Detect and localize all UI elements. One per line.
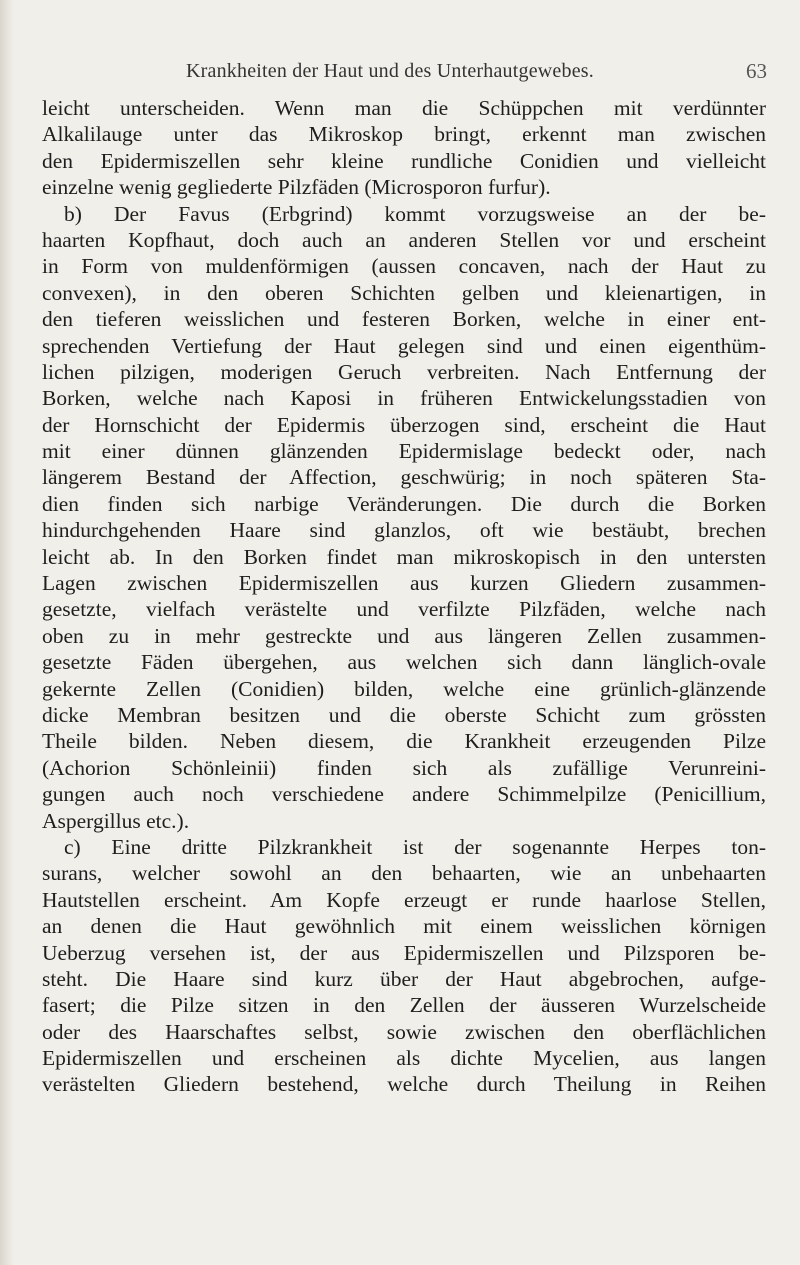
text-line: gesetzte, vielfach verästelte und verfilzte Pilzfäden, welche nach bbox=[42, 597, 766, 622]
text-line: Aspergillus etc.). bbox=[42, 808, 190, 833]
text-line: oder des Haarschaftes selbst, sowie zwischen den oberflächlichen bbox=[42, 1019, 766, 1044]
text-line: surans, welcher sowohl an den behaarten, wie an unbehaarten bbox=[42, 861, 766, 886]
text-line: gekernte Zellen (Conidien) bilden, welche eine grünlich-glänzende bbox=[42, 676, 766, 701]
body-text bbox=[42, 95, 766, 1098]
running-header: Krankheiten der Haut und des Unterhautgewebes. bbox=[186, 60, 594, 82]
text-line: b) Der Favus (Erbgrind) kommt vorzugsweise an der be- bbox=[64, 201, 766, 226]
text-line: (Achorion Schönleinii) finden sich als zufällige Verunreini- bbox=[42, 755, 766, 780]
text-line: oben zu in mehr gestreckte und aus längeren Zellen zusammen- bbox=[42, 623, 766, 648]
text-line: dicke Membran besitzen und die oberste Schicht zum grössten bbox=[42, 702, 766, 727]
text-line: steht. Die Haare sind kurz über der Haut abgebrochen, aufge- bbox=[42, 966, 766, 991]
text-line: an denen die Haut gewöhnlich mit einem weisslichen körnigen bbox=[42, 914, 766, 939]
text-line: leicht ab. In den Borken findet man mikroskopisch in den untersten bbox=[42, 544, 766, 569]
page-number: 63 bbox=[746, 59, 767, 83]
page-spine-shadow bbox=[0, 0, 14, 1265]
text-line: Ueberzug versehen ist, der aus Epidermiszellen und Pilzsporen be- bbox=[42, 940, 766, 965]
text-line: einzelne wenig gegliederte Pilzfäden (Microsporon furfur). bbox=[42, 175, 551, 200]
text-line: den tieferen weisslichen und festeren Borken, welche in einer ent- bbox=[42, 307, 766, 332]
text-line: haarten Kopfhaut, doch auch an anderen Stellen vor und erscheint bbox=[42, 227, 766, 252]
text-line: sprechenden Vertiefung der Haut gelegen sind und einen eigenthüm- bbox=[42, 333, 766, 358]
text-line: verästelten Gliedern bestehend, welche durch Theilung in Reihen bbox=[42, 1072, 766, 1097]
text-line: in Form von muldenförmigen (aussen concaven, nach der Haut zu bbox=[42, 254, 766, 279]
text-line: gesetzte Fäden übergehen, aus welchen sich dann länglich-ovale bbox=[42, 650, 766, 675]
text-line: Lagen zwischen Epidermiszellen aus kurzen Gliedern zusammen- bbox=[42, 571, 766, 596]
text-line: Alkalilauge unter das Mikroskop bringt, erkennt man zwischen bbox=[42, 122, 766, 147]
text-line: c) Eine dritte Pilzkrankheit ist der sogenannte Herpes ton- bbox=[64, 834, 766, 859]
text-line: fasert; die Pilze sitzen in den Zellen der äusseren Wurzelscheide bbox=[42, 993, 766, 1018]
text-line: hindurchgehenden Haare sind glanzlos, oft wie bestäubt, brechen bbox=[42, 518, 766, 543]
text-line: lichen pilzigen, moderigen Geruch verbreiten. Nach Entfernung der bbox=[42, 359, 766, 384]
text-line: Borken, welche nach Kaposi in früheren Entwickelungsstadien von bbox=[42, 386, 766, 411]
text-line: längerem Bestand der Affection, geschwürig; in noch späteren Sta- bbox=[42, 465, 766, 490]
text-line: Theile bilden. Neben diesem, die Krankheit erzeugenden Pilze bbox=[42, 729, 766, 754]
text-line: der Hornschicht der Epidermis überzogen sind, erscheint die Haut bbox=[42, 412, 766, 437]
text-line: gungen auch noch verschiedene andere Schimmelpilze (Penicillium, bbox=[42, 782, 766, 807]
text-line: Hautstellen erscheint. Am Kopfe erzeugt er runde haarlose Stellen, bbox=[42, 887, 766, 912]
text-line: Epidermiszellen und erscheinen als dichte Mycelien, aus langen bbox=[42, 1046, 766, 1071]
text-line: convexen), in den oberen Schichten gelben und kleienartigen, in bbox=[42, 280, 766, 305]
text-line: dien finden sich narbige Veränderungen. Die durch die Borken bbox=[42, 491, 766, 516]
text-line: mit einer dünnen glänzenden Epidermislage bedeckt oder, nach bbox=[42, 439, 766, 464]
text-line: leicht unterscheiden. Wenn man die Schüppchen mit verdünnter bbox=[42, 96, 766, 120]
text-line: den Epidermiszellen sehr kleine rundliche Conidien und vielleicht bbox=[42, 148, 766, 173]
